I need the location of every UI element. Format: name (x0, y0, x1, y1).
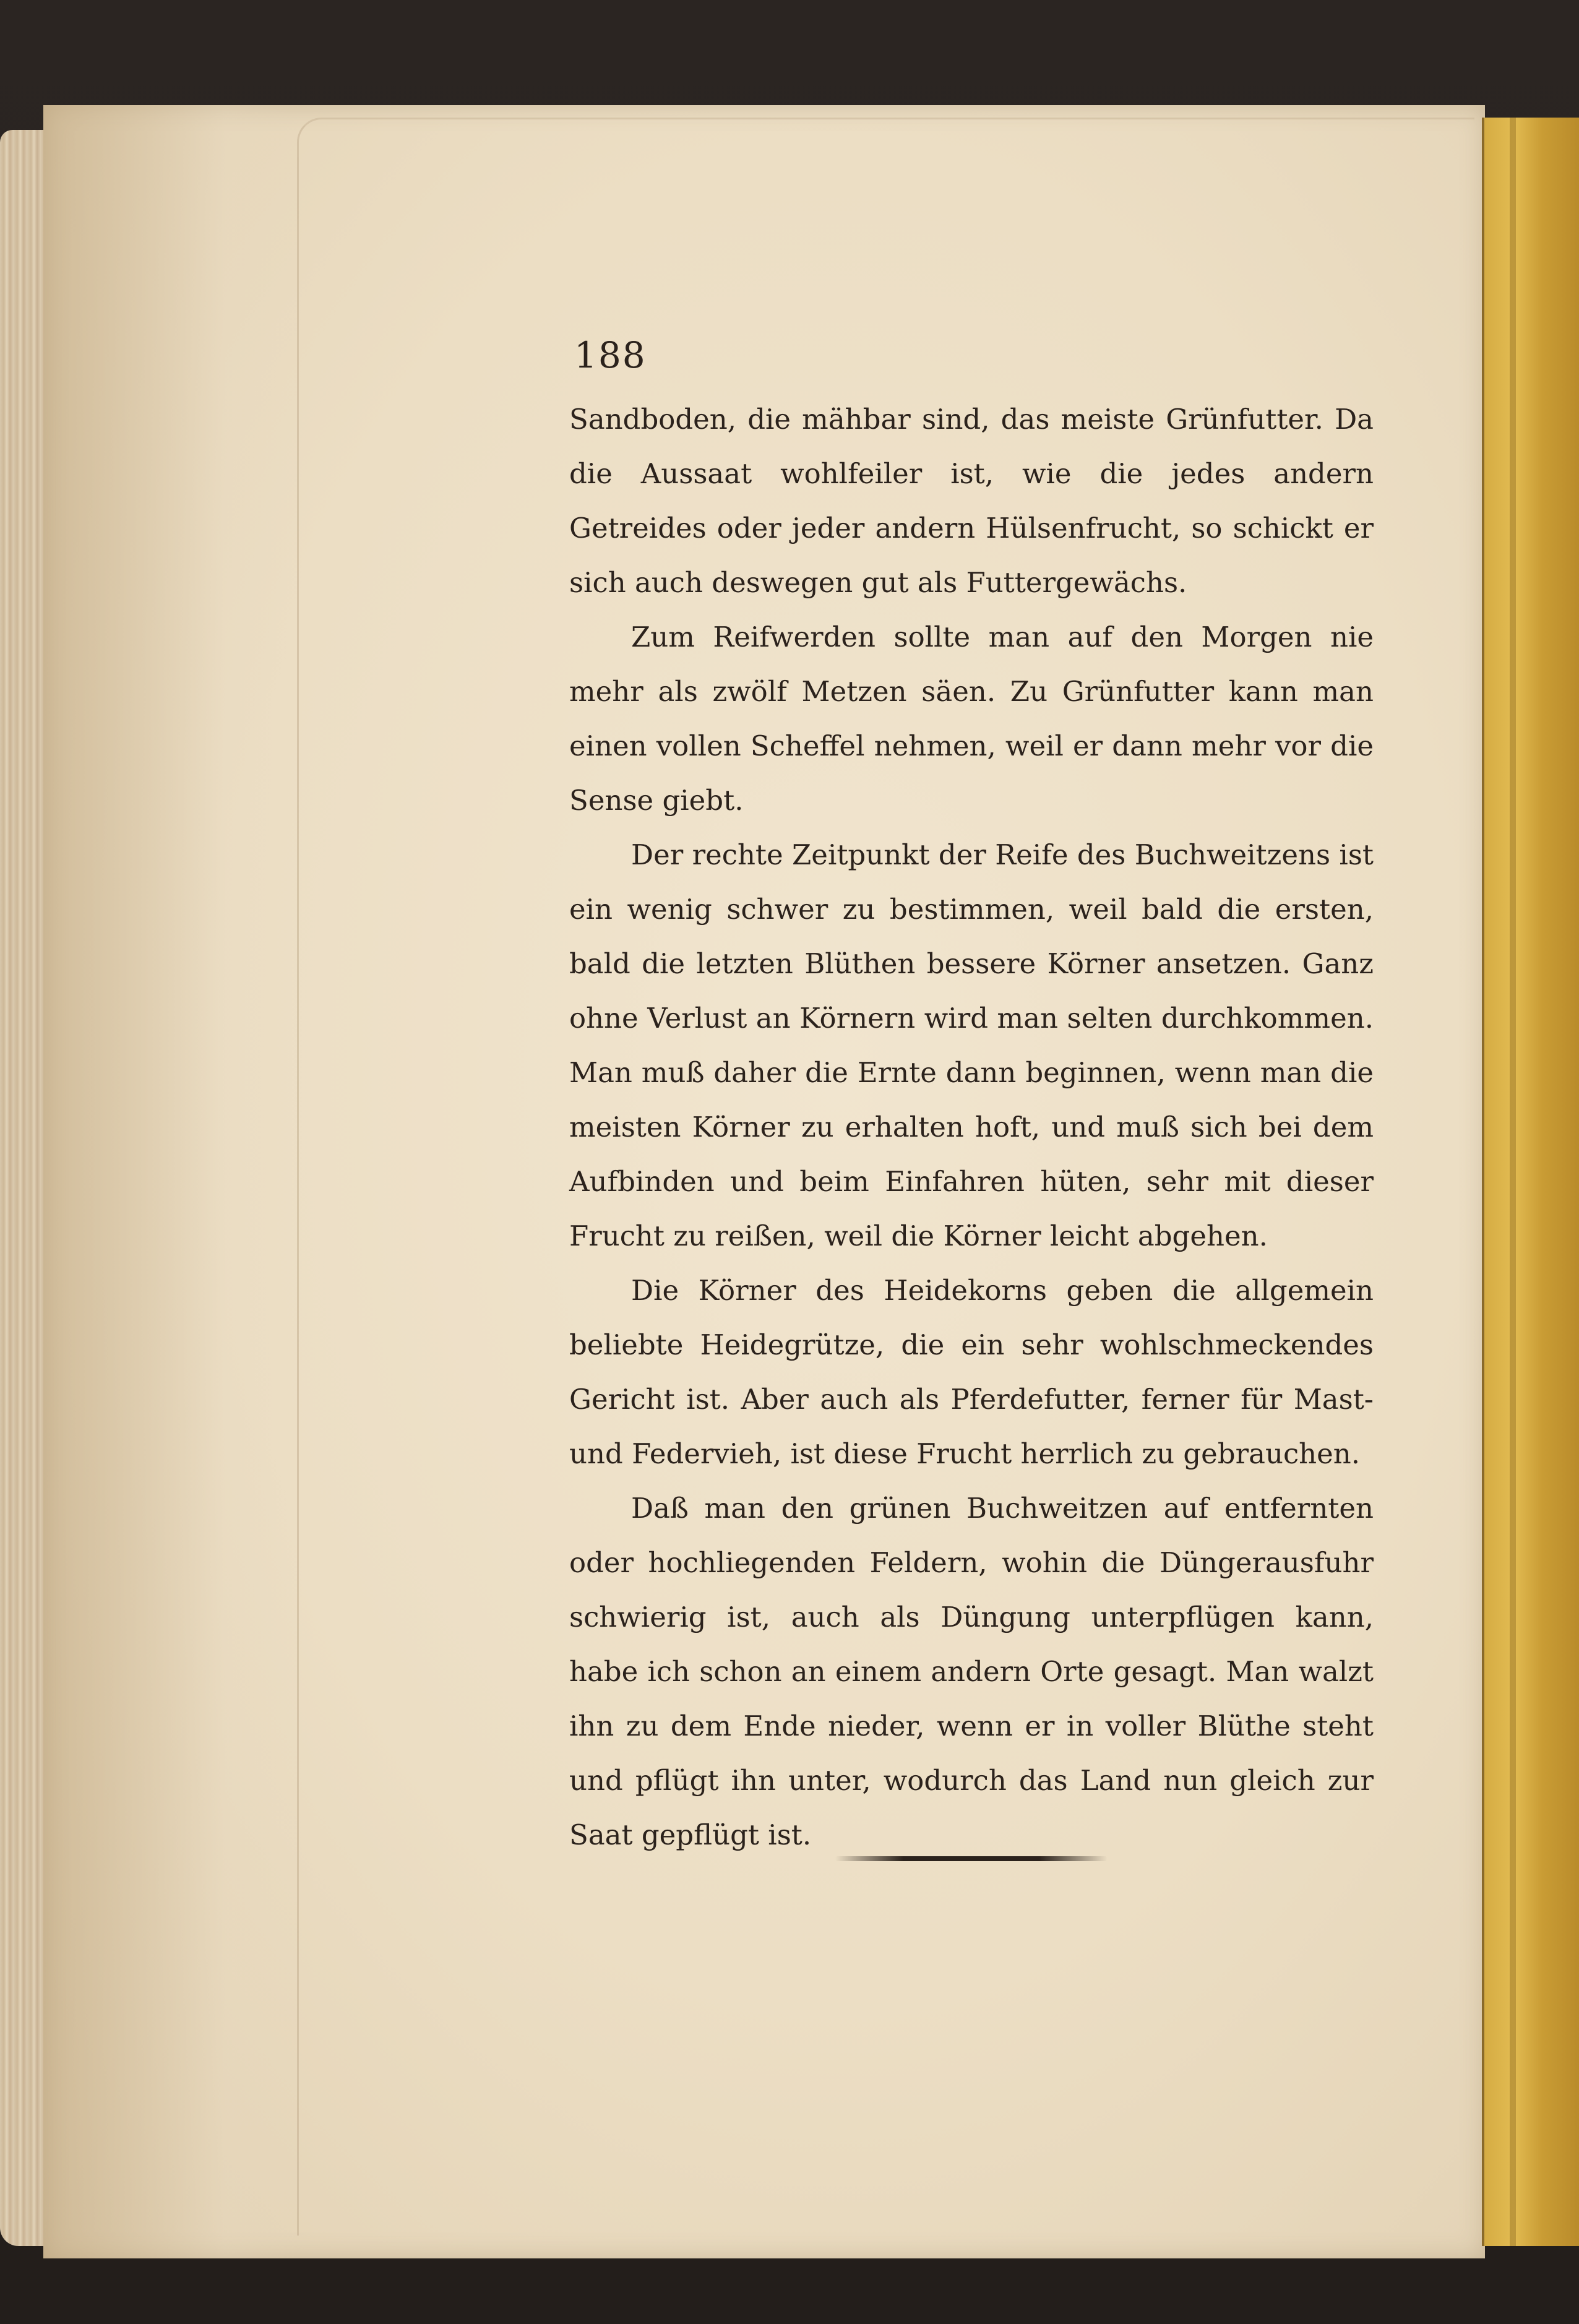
paragraph-3: Der rechte Zeitpunkt der Reife des Buchweitzens ist ein wenig schwer zu bestimmen, weil bald die ersten, bald die letzten Blüthen bessere Körner ansetzen. Ganz ohne Verlust an Körnern wird man selten durchkommen. Man muß daher die Ernte dann beginnen, wenn man die meisten Körner zu erhalten hoft, und muß sich bei dem Aufbinden und beim Einfahren hüten, sehr mit dieser Frucht zu reißen, weil die Körner leicht abgehen. (569, 838, 1374, 1252)
page-number: 188 (574, 334, 647, 376)
paragraph-5: Daß man den grünen Buchweitzen auf entfernten oder hochliegenden Feldern, wohin die Düngerausfuhr schwierig ist, auch als Düngung unterpflügen kann, habe ich schon an einem andern Orte gesagt. Man walzt ihn zu dem Ende nieder, wenn er in voller Blüthe steht und pflügt ihn unter, wodurch das Land nun gleich zur Saat gepflügt ist. (569, 1492, 1374, 1851)
end-ornament-rule (835, 1856, 1108, 1861)
book-cover-shadow (1510, 118, 1516, 2246)
page-fold-shadow (43, 105, 303, 2258)
paragraph-4: Die Körner des Heidekorns geben die allgemein beliebte Heidegrütze, die ein sehr wohlschmeckendes Gericht ist. Aber auch als Pferdefutter, ferner für Mast- und Federvieh, ist diese Frucht herrlich zu gebrauchen. (569, 1274, 1374, 1470)
paragraph-1: Sandboden, die mähbar sind, das meiste Grünfutter. Da die Aussaat wohlfeiler ist, wie die jedes andern Getreides oder jeder andern Hülsenfrucht, so schickt er sich auch deswegen gut als Futtergewächs. (569, 403, 1374, 599)
page-text-block (569, 334, 1374, 1862)
book-cover-edge (1482, 118, 1579, 2246)
paragraph-2: Zum Reifwerden sollte man auf den Morgen nie mehr als zwölf Metzen säen. Zu Grünfutter kann man einen vollen Scheffel nehmen, weil er dann mehr vor die Sense giebt. (569, 621, 1374, 817)
